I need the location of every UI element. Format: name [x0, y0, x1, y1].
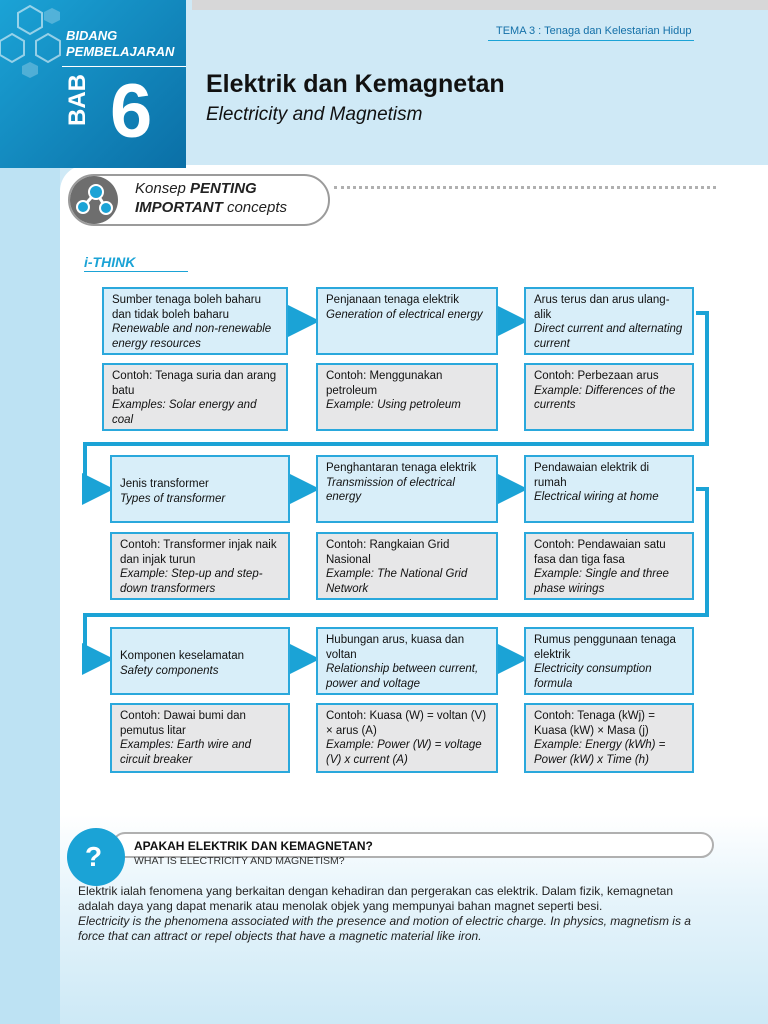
concept-text-ms: Pendawaian elektrik di rumah	[534, 462, 650, 489]
concept-box-wiring	[524, 455, 694, 523]
concept-box-renewable	[102, 287, 288, 355]
example-text-ms: Contoh: Transformer injak naik dan injak turun	[120, 539, 277, 566]
concept-box-safety	[110, 627, 290, 695]
example-text-ms: Contoh: Menggunakan petroleum	[326, 370, 443, 397]
concept-box-current	[524, 287, 694, 355]
example-box-wiring	[524, 532, 694, 600]
theme-label: TEMA 3 : Tenaga dan Kelestarian Hidup	[496, 25, 692, 37]
concept-text-ms: Penghantaran tenaga elektrik	[326, 462, 477, 474]
concept-box-relationship	[316, 627, 498, 695]
example-text-ms: Contoh: Tenaga suria dan arang batu	[112, 370, 277, 397]
example-box-generation	[316, 363, 498, 431]
example-text-ms: Contoh: Perbezaan arus	[534, 370, 659, 382]
example-text-en: Example: Step-up and step-down transformers	[120, 568, 263, 595]
concept-text-en: Generation of electrical energy	[326, 308, 483, 321]
konsep-prefix: Konsep	[135, 180, 191, 197]
concept-text-en: Direct current and alternating current	[534, 323, 683, 350]
concept-text-ms: Sumber tenaga boleh baharu dan tidak boleh baharu	[112, 294, 261, 321]
example-box-formula	[524, 703, 694, 773]
example-text-ms: Contoh: Pendawaian satu fasa dan tiga fasa	[534, 539, 666, 566]
definition-paragraph	[78, 884, 698, 944]
example-text-en: Example: The National Grid Network	[326, 568, 468, 595]
definition-text-en: Electricity is the phenomena associated with the presence and motion of electric charge. In physics, magnetism is a force that can attract or repel objects that have a magnetic material like iron.	[78, 914, 691, 943]
concept-text-en: Renewable and non-renewable energy resources	[112, 323, 272, 350]
concepts-suffix: concepts	[222, 199, 287, 216]
question-mark-glyph: ?	[85, 841, 103, 872]
example-text-en: Example: Energy (kWh) = Power (kW) x Time (h)	[534, 739, 666, 766]
concept-box-transmission	[316, 455, 498, 523]
example-text-en: Example: Power (W) = voltage (V) x current (A)	[326, 739, 482, 766]
example-text-en: Examples: Solar energy and coal	[112, 399, 257, 426]
concept-text-en: Safety components	[120, 664, 219, 677]
example-box-current	[524, 363, 694, 431]
chapter-label: BAB	[64, 74, 91, 126]
definition-text-ms: Elektrik ialah fenomena yang berkaitan dengan kehadiran dan pergerakan cas elektrik. Dalam fizik, kemagnetan adalah daya yang dapat menarik atau menolak objek yang mempunyai bahan magnet seperti besi.	[78, 884, 674, 913]
question-title-ms: APAKAH ELEKTRIK DAN KEMAGNETAN?	[134, 839, 373, 853]
question-title-en: WHAT IS ELECTRICITY AND MAGNETISM?	[134, 855, 345, 867]
example-text-en: Examples: Earth wire and circuit breaker	[120, 739, 252, 766]
example-text-en: Example: Differences of the currents	[534, 384, 676, 411]
example-text-ms: Contoh: Rangkaian Grid Nasional	[326, 539, 450, 566]
example-box-transmission	[316, 532, 498, 600]
example-text-ms: Contoh: Tenaga (kWj) = Kuasa (kW) × Masa (j)	[534, 710, 655, 737]
concept-text-en: Electricity consumption formula	[534, 663, 652, 690]
example-box-safety	[110, 703, 290, 773]
chapter-title-en: Electricity and Magnetism	[206, 104, 423, 125]
concept-text-ms: Komponen keselamatan	[120, 650, 245, 662]
concept-box-transformer	[110, 455, 290, 523]
chapter-number: 6	[110, 69, 153, 154]
ithink-label: i-THINK	[84, 254, 136, 270]
konsep-bold: PENTING	[190, 180, 257, 197]
concept-text-ms: Rumus penggunaan tenaga elektrik	[534, 634, 676, 661]
example-box-relationship	[316, 703, 498, 773]
concept-text-ms: Arus terus dan arus ulang-alik	[534, 294, 670, 321]
learning-area-line2: PEMBELAJARAN	[66, 44, 175, 59]
example-text-en: Example: Single and three phase wirings	[534, 568, 669, 595]
example-box-transformer	[110, 532, 290, 600]
concept-text-ms: Jenis transformer	[120, 478, 209, 490]
concept-box-generation	[316, 287, 498, 355]
concept-text-en: Types of transformer	[120, 492, 226, 505]
concept-text-ms: Penjanaan tenaga elektrik	[326, 294, 459, 306]
example-text-ms: Contoh: Dawai bumi dan pemutus litar	[120, 710, 246, 737]
concept-box-formula	[524, 627, 694, 695]
concept-text-ms: Hubungan arus, kuasa dan voltan	[326, 634, 465, 661]
learning-area-line1: BIDANG	[66, 28, 118, 43]
concept-text-en: Transmission of electrical energy	[326, 476, 455, 503]
example-text-en: Example: Using petroleum	[326, 399, 461, 411]
important-bold: IMPORTANT	[135, 199, 223, 216]
chapter-title-ms: Elektrik dan Kemagnetan	[206, 70, 505, 98]
concept-text-en: Electrical wiring at home	[534, 491, 659, 503]
example-box-renewable	[102, 363, 288, 431]
concept-text-en: Relationship between current, power and voltage	[326, 663, 479, 690]
example-text-ms: Contoh: Kuasa (W) = voltan (V) × arus (A)	[326, 710, 487, 737]
